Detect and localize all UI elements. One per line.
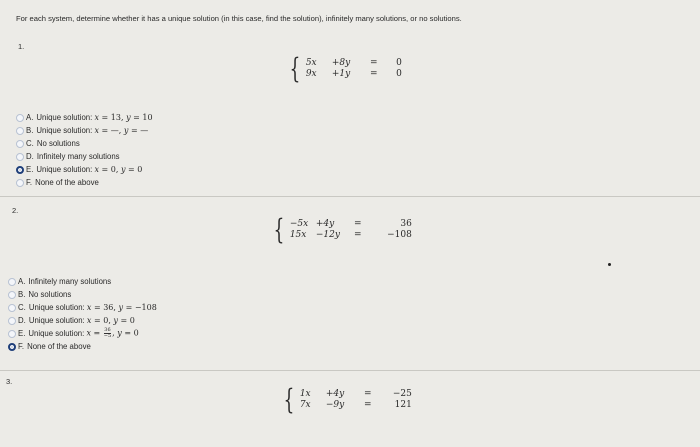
q2-equation-2: 15x −12y = −108: [289, 230, 412, 240]
radio-button[interactable]: [8, 330, 16, 338]
q1-option-c[interactable]: C. No solutions: [16, 137, 153, 150]
question-1-number: 1.: [18, 42, 25, 51]
radio-button-selected[interactable]: [16, 166, 24, 174]
q3-equation-1: 1x +4y = −25: [299, 389, 412, 399]
question-1-block: [0, 0, 700, 196]
q1-equation-2: 9x +1y = 0: [305, 69, 402, 79]
q3-equation-2: 7x −9y = 121: [299, 400, 412, 410]
q2-option-a[interactable]: A. Infinitely many solutions: [8, 275, 157, 288]
question-2-number: 2.: [12, 206, 19, 215]
q2-option-b[interactable]: B. No solutions: [8, 288, 157, 301]
question-3-system: [280, 383, 412, 416]
radio-button[interactable]: [16, 114, 24, 122]
q2-option-c[interactable]: C. Unique solution: x = 36, y = −108: [8, 301, 157, 314]
radio-button[interactable]: [8, 304, 16, 312]
radio-button[interactable]: [8, 317, 16, 325]
q1-option-f[interactable]: F. None of the above: [16, 176, 153, 189]
radio-button[interactable]: [16, 127, 24, 135]
question-2-system: [270, 213, 412, 246]
question-2-block: [0, 196, 700, 371]
question-1-system: [286, 52, 402, 85]
brace-icon: {: [289, 52, 301, 85]
q1-equation-1: 5x +8y = 0: [305, 58, 402, 68]
fraction: $\frac{36}{-5}$: [103, 327, 112, 339]
question-3-number: 3.: [6, 377, 13, 386]
brace-icon: {: [273, 213, 285, 246]
q1-option-e[interactable]: E. Unique solution: x = 0, y = 0: [16, 163, 153, 176]
question-2-options: [8, 275, 157, 353]
radio-button[interactable]: [16, 153, 24, 161]
radio-button[interactable]: [8, 291, 16, 299]
q2-equation-1: −5x +4y = 36: [289, 219, 412, 229]
radio-button-selected[interactable]: [8, 343, 16, 351]
radio-button[interactable]: [16, 140, 24, 148]
q2-option-f[interactable]: F. None of the above: [8, 340, 157, 353]
instructions-text: For each system, determine whether it has a unique solution (in this case, find the solution), infinitely many solutions, or no solutions.: [16, 14, 462, 23]
q1-option-a[interactable]: A. Unique solution: x = 13, y = 10: [16, 111, 153, 124]
question-1-options: [16, 111, 153, 189]
q1-option-d[interactable]: D. Infinitely many solutions: [16, 150, 153, 163]
q2-option-d[interactable]: D. Unique solution: x = 0, y = 0: [8, 314, 157, 327]
q1-option-b[interactable]: B. Unique solution: x = —, y = —: [16, 124, 153, 137]
question-3-block: [0, 370, 700, 447]
stray-dot-icon: [608, 263, 611, 266]
radio-button[interactable]: [16, 179, 24, 187]
brace-icon: {: [283, 383, 295, 416]
q2-option-e[interactable]: E. Unique solution: x = $\frac{36}{-5}$ , y = 0: [8, 327, 157, 340]
radio-button[interactable]: [8, 278, 16, 286]
